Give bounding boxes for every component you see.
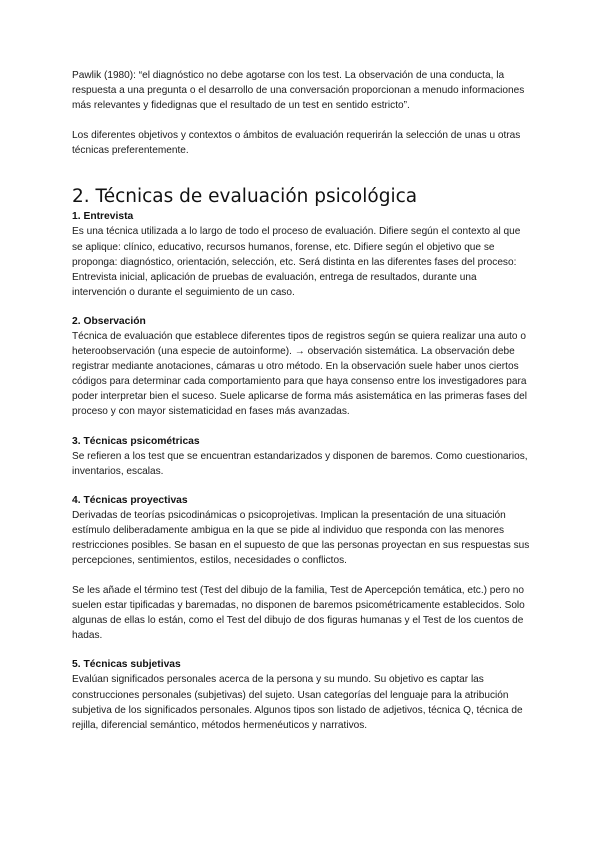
section-body: Es una técnica utilizada a lo largo de todo el proceso de evaluación. Difiere según el contexto al que se aplique: clínico, educativo, recursos humanos, forense, etc. Difiere según el objetivo que se proponga: diagnóstico, orientación, selección, etc. Será distinta en las diferentes fases del proceso: Entrevista inicial, aplicación de pruebas de evaluación, entrega de resultados, durante una intervención o durante el seguimiento de un caso. — [72, 226, 521, 298]
section-body: Derivadas de teorías psicodinámicas o psicoprojetivas. Implican la presentación de una situación estímulo deliberadamente ambigua en la que se pide al individuo que responda con las menores restricciones posibles. Se basan en el supuesto de que las personas proyectan en sus respuestas sus percepciones, sentimientos, estilos, necesidades o conflictos. — [72, 509, 530, 566]
main-heading: 2. Técnicas de evaluación psicológica — [72, 186, 418, 208]
intro-quote: Pawlik (1980): “el diagnóstico no debe agotarse con los test. La observación de una conducta, la respuesta a una pregunta o el desarrollo de una conversación proporcionan a menudo informaciones más relevantes y fidedignas que el resultado de un test en sentido estricto”. — [72, 70, 525, 112]
section-body-extra: Se les añade el término test (Test del dibujo de la familia, Test de Apercepción temática, etc.) pero no suelen estar tipificadas y baremadas, no disponen de baremos psicométricamente establecidos. Solo algunas de ellas lo están, como el Test del dibujo de dos figuras humanas y el Test de los cuentos de hadas. — [72, 585, 525, 642]
intro-note: Los diferentes objetivos y contextos o ámbitos de evaluación requerirán la selección de unas u otras técnicas preferentemente. — [72, 130, 521, 157]
section-body: Técnica de evaluación que establece diferentes tipos de registros según se quiera realizar una auto o heteroobservación (una especie de autoinforme). → observación sistemática. La observación debe registrar mediante anotaciones, cámaras u otro método. En la observación suele haber unos ciertos códigos para determinar cada comportamiento para que haya consenso entre los investigadores para poder interpretar bien el suceso. Suele aplicarse de forma más asistemática en las primeras fases del proceso y con mayor sistematicidad en fases más avanzadas. — [72, 330, 528, 418]
section-body: Evalúan significados personales acerca de la persona y su mundo. Su objetivo es captar las construcciones personales (subjetivas) del sujeto. Usan categorías del lenguaje para la atribución subjetiva de los significados personales. Algunos tipos son listado de adjetivos, técnica Q, técnica de rejilla, diferencial semántico, métodos hermenéuticos y narrativos. — [72, 674, 523, 731]
section-title: 3. Técnicas psicométricas — [72, 435, 200, 447]
section-entrevista — [72, 210, 532, 299]
section-observacion — [72, 315, 532, 420]
section-title: 4. Técnicas proyectivas — [72, 494, 188, 506]
section-title: 1. Entrevista — [72, 211, 134, 223]
section-psicometricas — [72, 435, 532, 479]
section-subjetivas — [72, 658, 532, 732]
section-title: 5. Técnicas subjetivas — [72, 659, 181, 671]
section-body: Se refieren a los test que se encuentran estandarizados y disponen de baremos. Como cuestionarios, inventarios, escalas. — [72, 450, 528, 477]
page-content — [72, 68, 532, 748]
section-title: 2. Observación — [72, 315, 146, 327]
section-proyectivas — [72, 494, 532, 644]
